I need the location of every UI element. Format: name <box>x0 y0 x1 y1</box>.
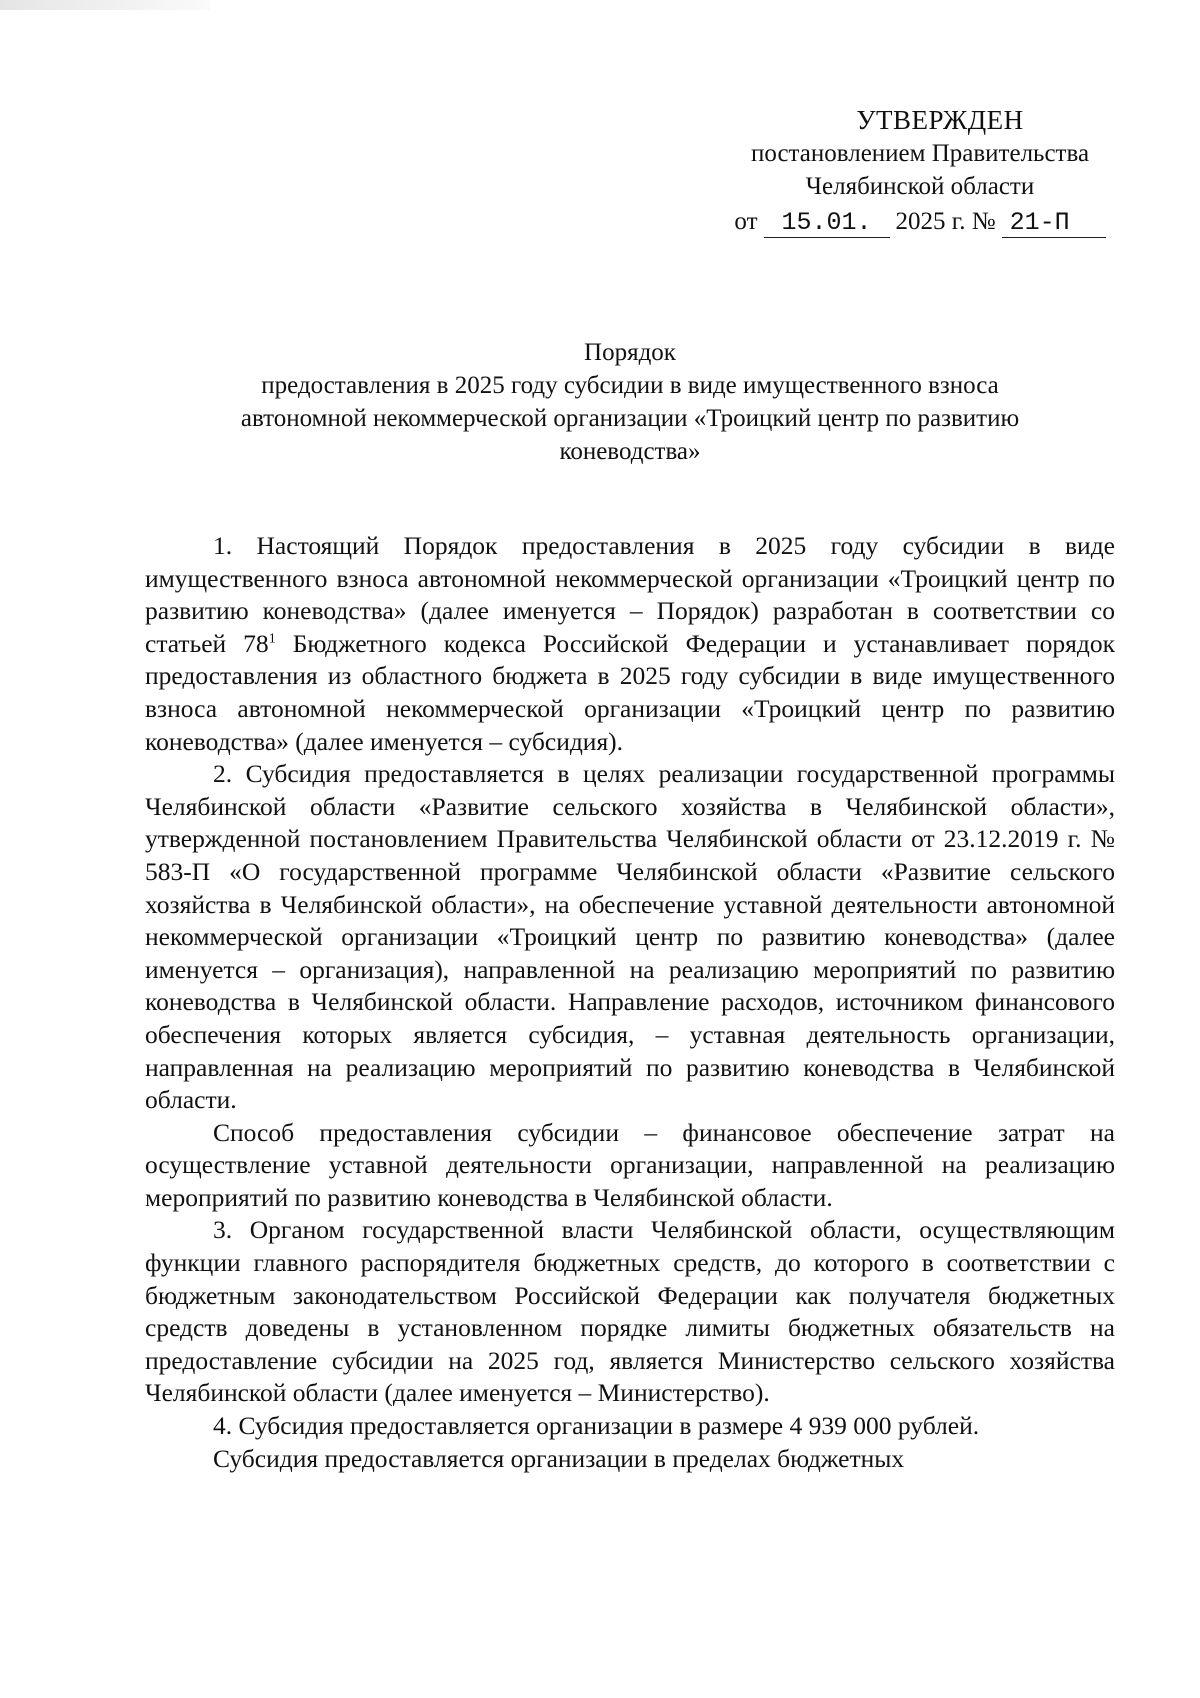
paragraph-6: Субсидия предоставляется организации в пределах бюджетных <box>213 1443 905 1473</box>
document-body <box>145 530 1115 1475</box>
paragraph-1 <box>145 530 1115 758</box>
paragraph-2: 2. Субсидия предоставляется в целях реализации государственной программы Челябинской области «Развитие сельского хозяйства в Челябинской области», утвержденной постановлением Правительства Челябинской области от 23.12.2019 г. № 583-П «О государственной программе Челябинской области «Развитие сельского хозяйства в Челябинской области», на обеспечение уставной деятельности автономной некоммерческой организации «Троицкий центр по развитию коневодства» (далее именуется – организация), направленной на реализацию мероприятий по развитию коневодства в Челябинской области. Направление расходов, источником финансового обеспечения которых является субсидия, – уставная деятельность организации, направленная на реализацию мероприятий по развитию коневодства в Челябинской области. <box>145 759 1115 1115</box>
approval-line-2: Челябинской области <box>805 173 1035 200</box>
approval-number-field: 21-П <box>1002 209 1106 238</box>
paragraph-1-part-2: Бюджетного кодекса Российской Федерации и устанавливает порядок предоставления из областного бюджета в 2025 году субсидии в виде имущественного взноса автономной некоммерческой организации «Троицкий центр по развитию коневодства» (далее именуется – субсидия). <box>145 628 1116 756</box>
paragraph-4: 3. Органом государственной власти Челябинской области, осуществляющим функции главного распорядителя бюджетных средств, до которого в соответствии с бюджетным законодательством Российской Федерации как получателя бюджетных средств доведены в установленном порядке лимиты бюджетных обязательств на предоставление субсидии на 2025 год, является Министерство сельского хозяйства Челябинской области (далее именуется – Министерство). <box>145 1215 1115 1408</box>
paragraph-3: Способ предоставления субсидии – финансовое обеспечение затрат на осуществление уставной деятельности организации, направленной на реализацию мероприятий по развитию коневодства в Челябинской области. <box>145 1117 1115 1212</box>
document-title <box>150 336 1110 468</box>
approval-line-1: постановлением Правительства <box>750 140 1090 167</box>
approval-block <box>700 104 1140 238</box>
approval-title: УТВЕРЖДЕН <box>856 105 1024 135</box>
title-line-4: коневодства» <box>559 438 701 465</box>
title-line-3: автономной некоммерческой организации «Троицкий центр по развитию <box>240 405 1020 432</box>
year-number-label: 2025 г. № <box>895 208 996 235</box>
scan-artifact <box>0 0 210 10</box>
approval-date-field: 15.01. <box>764 209 890 238</box>
from-label: от <box>734 208 758 235</box>
article-superscript: 1 <box>268 631 276 647</box>
approval-date-line <box>700 205 1140 238</box>
paragraph-5: 4. Субсидия предоставляется организации в размере 4 939 000 рублей. <box>213 1411 980 1441</box>
paragraph-1-part-1: 1. Настоящий Порядок предоставления в 2025 году субсидии в виде имущественного взноса автономной некоммерческой организации «Троицкий центр по развитию коневодства» (далее именуется – Порядок) разработан в соответствии со статьей 78 <box>145 531 1115 658</box>
title-line-2: предоставления в 2025 году субсидии в виде имущественного взноса <box>261 372 999 399</box>
title-line-1: Порядок <box>584 339 676 366</box>
